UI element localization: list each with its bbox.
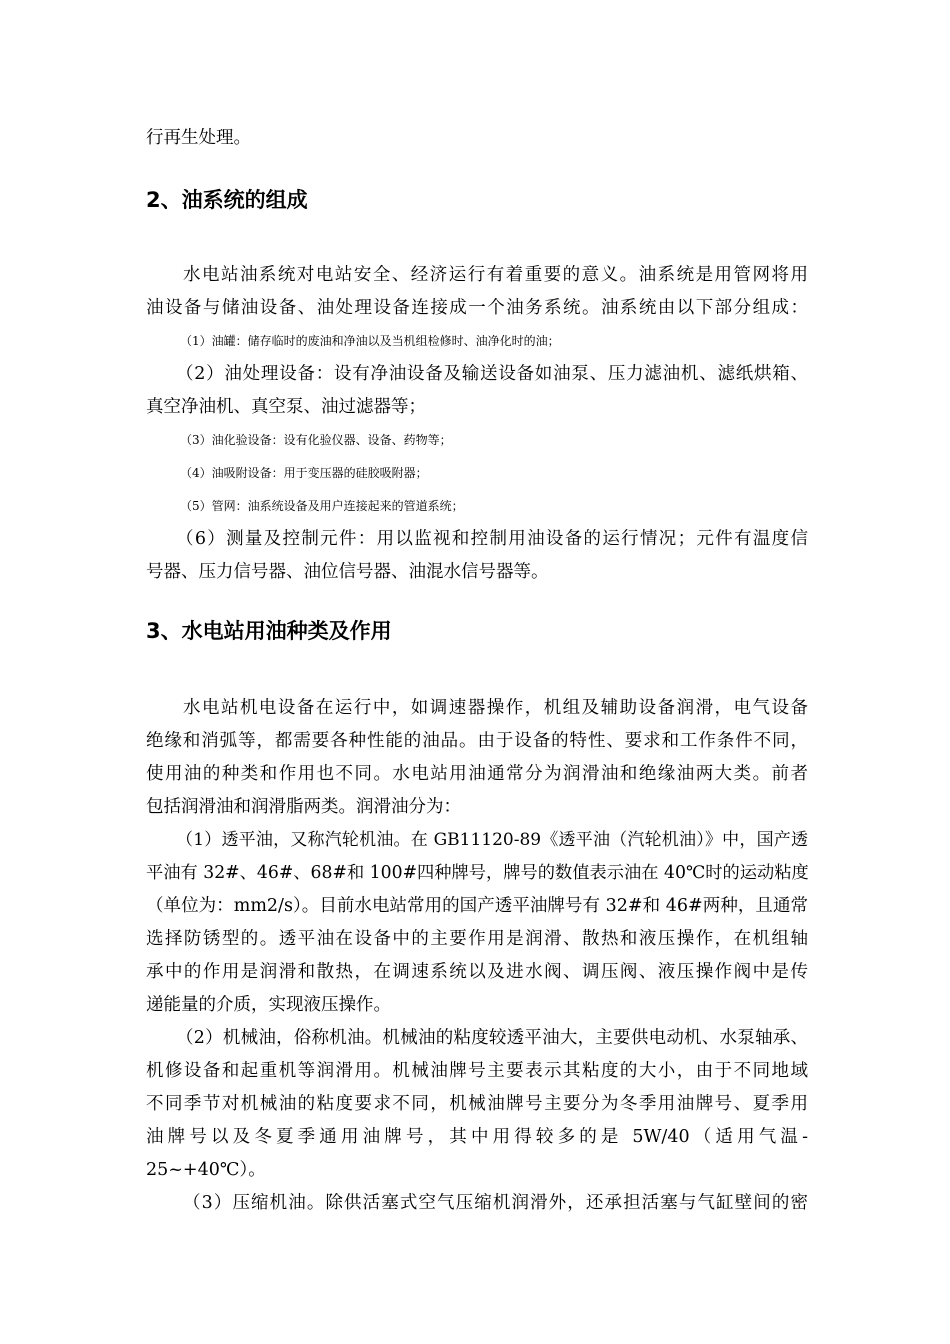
section-3-list-item-cont: 25~+40℃）。 bbox=[146, 1160, 266, 1180]
section-2-list-item: （3）油化验设备：设有化验仪器、设备、药物等； bbox=[180, 433, 452, 447]
section-3-paragraph-line: 绝缘和消弧等，都需要各种性能的油品。由于设备的特性、要求和工作条件不同， bbox=[146, 731, 808, 751]
continuation-line: 行再生处理。 bbox=[146, 128, 251, 148]
section-2-list-item-cont: 号器、压力信号器、油位信号器、油混水信号器等。 bbox=[146, 562, 549, 582]
section-3-list-item: （1）透平油，又称汽轮机油。在 GB11120-89《透平油（汽轮机油）》中，国产透 bbox=[176, 830, 808, 850]
section-3-paragraph-line: 使用油的种类和作用也不同。水电站用油通常分为润滑油和绝缘油两大类。前者 bbox=[146, 764, 808, 784]
section-2-list-item: （4）油吸附设备：用于变压器的硅胶吸附器； bbox=[180, 466, 428, 480]
section-3-paragraph-line: 包括润滑油和润滑脂两类。润滑油分为： bbox=[146, 797, 461, 817]
section-3-list-item-cont: 平油有 32#、46#、68#和 100#四种牌号，牌号的数值表示油在 40℃时的运动粘度 bbox=[146, 863, 809, 883]
section-3-list-item: （2）机械油，俗称机油。机械油的粘度较透平油大，主要供电动机、水泵轴承、 bbox=[176, 1028, 808, 1048]
section-2-list-item: （2）油处理设备：设有净油设备及输送设备如油泵、压力滤油机、滤纸烘箱、 bbox=[176, 364, 808, 384]
section-2-list-item: （1）油罐：储存临时的废油和净油以及当机组检修时、油净化时的油； bbox=[180, 334, 560, 348]
section-2-list-item: （6）测量及控制元件：用以监视和控制用油设备的运行情况；元件有温度信 bbox=[176, 529, 808, 549]
section-3-list-item-cont: 承中的作用是润滑和散热，在调速系统以及进水阀、调压阀、液压操作阀中是传 bbox=[146, 962, 808, 982]
section-3-list-item-cont: 递能量的介质，实现液压操作。 bbox=[146, 995, 391, 1015]
section-3-list-item-cont: （单位为：mm2/s）。目前水电站常用的国产透平油牌号有 32#和 46#两种，且通常 bbox=[146, 896, 808, 916]
section-2-paragraph-line: 水电站油系统对电站安全、经济运行有着重要的意义。油系统是用管网将用 bbox=[183, 265, 808, 285]
section-3-list-item-cont: 不同季节对机械油的粘度要求不同，机械油牌号主要分为冬季用油牌号、夏季用 bbox=[146, 1094, 808, 1114]
section-3-paragraph-line: 水电站机电设备在运行中，如调速器操作，机组及辅助设备润滑，电气设备 bbox=[183, 698, 808, 718]
section-3-heading: 3、水电站用油种类及作用 bbox=[146, 619, 392, 643]
section-2-heading: 2、油系统的组成 bbox=[146, 188, 308, 212]
section-3-list-item: （3）压缩机油。除供活塞式空气压缩机润滑外，还承担活塞与气缸壁间的密 bbox=[183, 1193, 808, 1213]
section-2-list-item: （5）管网：油系统设备及用户连接起来的管道系统； bbox=[180, 499, 464, 513]
section-3-list-item-cont: 机修设备和起重机等润滑用。机械油牌号主要表示其粘度的大小，由于不同地域 bbox=[146, 1061, 808, 1081]
section-3-list-item-cont: 油牌号以及冬夏季通用油牌号，其中用得较多的是 5W/40（适用气温- bbox=[146, 1127, 808, 1147]
section-2-list-item-cont: 真空净油机、真空泵、油过滤器等； bbox=[146, 397, 426, 417]
section-3-list-item-cont: 选择防锈型的。透平油在设备中的主要作用是润滑、散热和液压操作，在机组轴 bbox=[146, 929, 808, 949]
section-2-paragraph-line: 油设备与储油设备、油处理设备连接成一个油务系统。油系统由以下部分组成： bbox=[146, 298, 808, 318]
